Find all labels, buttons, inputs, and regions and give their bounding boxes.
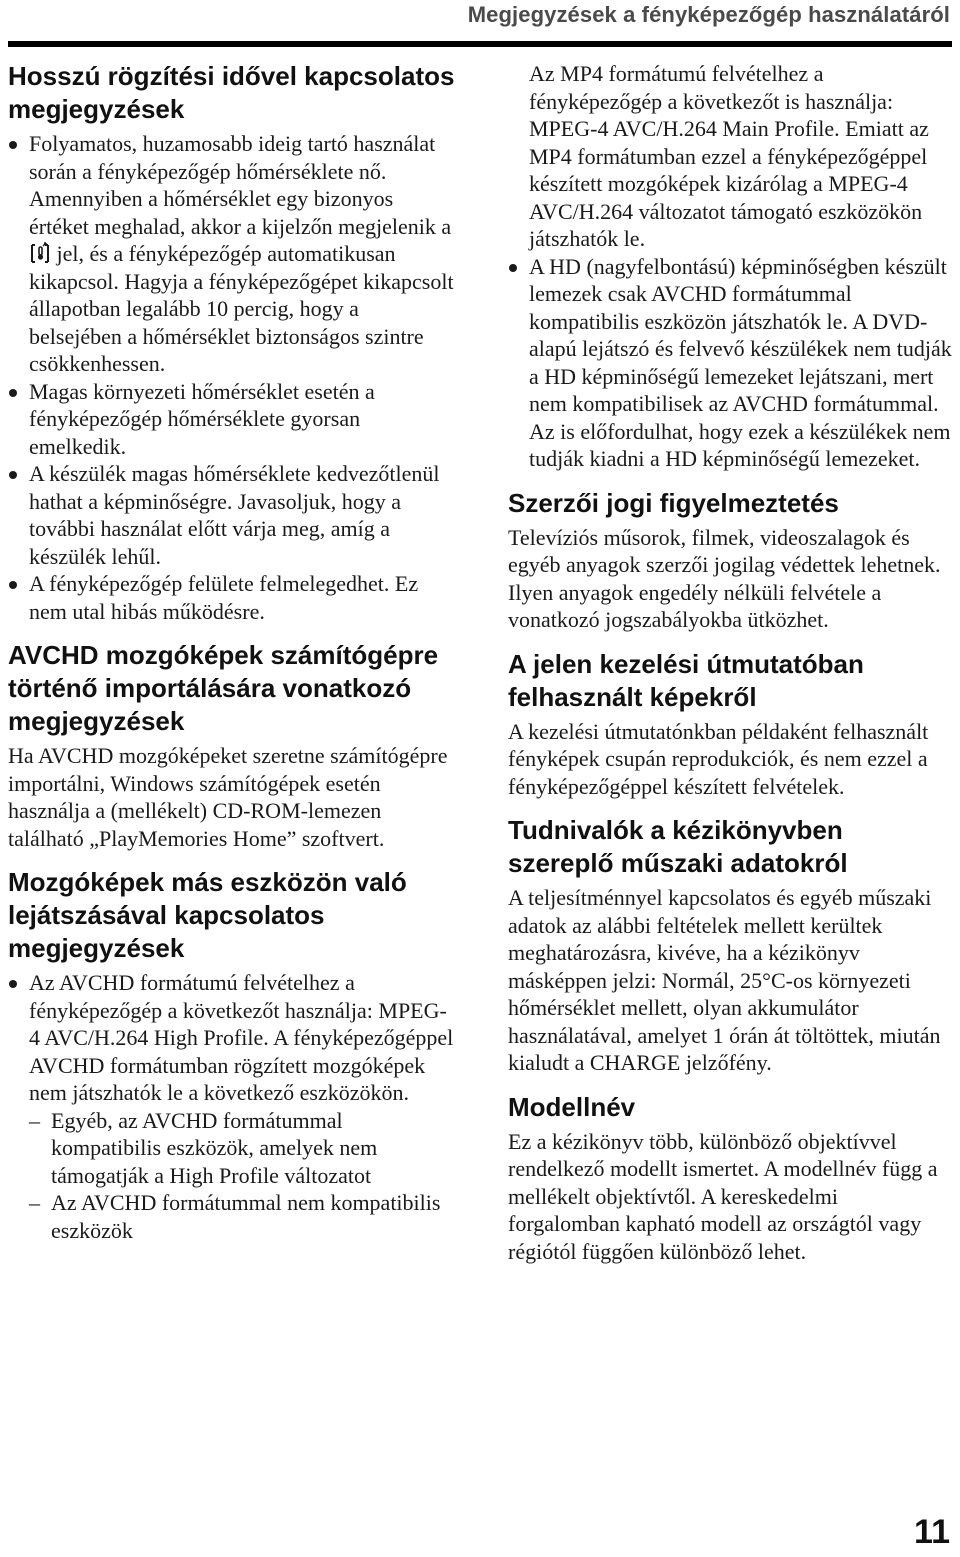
dash-item: – Egyéb, az AVCHD formátummal kompatibilis eszközök, amelyek nem támogatják a High Profile változatot xyxy=(29,1107,456,1190)
list-item xyxy=(8,130,456,378)
specifications-body: A teljesítménnyel kapcsolatos és egyéb műszaki adatok az alábbi feltételek mellett kerültek meghatározásra, kivéve, ha a kézikönyv másképpen jelzi: Normál, 25°C-os környezeti hőmérséklet mellett, olyan akkumulátor használatával, amelyet 1 órán át töltöttek, miután kialudt a CHARGE jelzőfény. xyxy=(508,885,941,1075)
copyright-body: Televíziós műsorok, filmek, videoszalagok és egyéb anyagok szerzői jogilag védettek lehetnek. Ilyen anyagok engedély nélküli felvétele a vonatkozó jogszabályokba ütközhet. xyxy=(508,524,941,632)
section-title-model-name: Modellnév xyxy=(508,1091,636,1122)
model-name-body: Ez a kézikönyv több, különböző objektívvel rendelkező modellt ismertet. A modellnév függ a mellékelt objektívtől. A kereskedelmi forgalomban kapható modell az országtól vagy régiótól függően különböző lehet. xyxy=(508,1128,938,1264)
header-rule xyxy=(8,41,952,47)
section-title-copyright: Szerzői jogi figyelmeztetés xyxy=(508,487,839,518)
playback-list-continued xyxy=(508,253,954,473)
section-title-images: A jelen kezelési útmutatóban felhasznált képekről xyxy=(508,648,864,712)
list-item-text: jel, és a fényképezőgép automatikusan kikapcsol. Hagyja a fényképezőgépet kikapcsolt állapotban legalább 10 percig, hogy a belsejében a hőmérséklet biztonságos szintre csökkenhessen. xyxy=(29,241,454,376)
list-item-text: Folyamatos, huzamosabb ideig tartó használat során a fényképezőgép hőmérséklete nő. Amennyiben a hőmérséklet egy bizonyos értéket meghalad, akkor a kijelzőn megjelenik a xyxy=(29,131,452,239)
section-title-specifications: Tudnivalók a kézikönyvben szereplő műszaki adatokról xyxy=(508,815,848,878)
section-title-avchd-import: AVCHD mozgóképek számítógépre történő importálására vonatkozó megjegyzések xyxy=(8,640,439,736)
header-title: Megjegyzések a fényképezőgép használatáról xyxy=(467,2,950,27)
dash-item: – Az AVCHD formátummal nem kompatibilis eszközök xyxy=(29,1189,456,1244)
long-recording-list xyxy=(8,130,456,625)
right-column xyxy=(508,60,954,1265)
camera-overheat-warning-icon xyxy=(30,242,50,264)
list-item: A készülék magas hőmérséklete kedvezőtlenül hathat a képminőségre. Javasoljuk, hogy a további használat előtt várja meg, amíg a készülék lehűl. xyxy=(8,460,456,570)
avchd-import-body: Ha AVCHD mozgóképeket szeretne számítógépre importálni, Windows számítógépek esetén használja a (mellékelt) CD-ROM-lemezen található „PlayMemories Home” szoftvert. xyxy=(8,743,448,851)
mp4-note: Az MP4 formátumú felvételhez a fényképezőgép a következőt is használja: MPEG-4 AVC/H.264 Main Profile. Emiatt az MP4 formátumban ezzel a fényképezőgéppel készített mozgóképek kizárólag a MPEG-4 AVC/H.264 változatot támogató eszközökön játszhatók le. xyxy=(529,61,929,251)
images-body: A kezelési útmutatónkban példaként felhasznált fényképek csupán reprodukciók, és nem ezzel a fényképezőgéppel készített felvételek. xyxy=(508,718,929,799)
page-number: 11 xyxy=(914,1513,950,1551)
section-title-long-recording: Hosszú rögzítési idővel kapcsolatos megjegyzések xyxy=(8,61,455,124)
list-item: A fényképezőgép felülete felmelegedhet. Ez nem utal hibás működésre. xyxy=(8,570,456,625)
section-title-playback: Mozgóképek más eszközön való lejátszásával kapcsolatos megjegyzések xyxy=(8,867,407,963)
list-item: A HD (nagyfelbontású) képminőségben készült lemezek csak AVCHD formátummal kompatibilis eszközön játszhatók le. A DVD-alapú lejátszó és felvevő készülékek nem tudják a HD képminőségű lemezeket lejátszani, mert nem kompatibilisek az AVCHD formátummal. Az is előfordulhat, hogy ezek a készülékek nem tudják kiadni a HD képminőségű lemezeket. xyxy=(508,253,954,473)
list-item: Magas környezeti hőmérséklet esetén a fényképezőgép hőmérséklete gyorsan emelkedik. xyxy=(8,378,456,461)
list-item xyxy=(8,969,456,1244)
list-item-text: Az AVCHD formátumú felvételhez a fényképezőgép a következőt használja: MPEG-4 AVC/H.264 High Profile. A fényképezőgéppel AVCHD formátumban rögzített mozgóképek nem játszhatók le a következő eszközökön. xyxy=(29,970,454,1105)
playback-list xyxy=(8,969,456,1244)
left-column xyxy=(8,60,456,1244)
incompatible-device-list xyxy=(29,1107,456,1245)
